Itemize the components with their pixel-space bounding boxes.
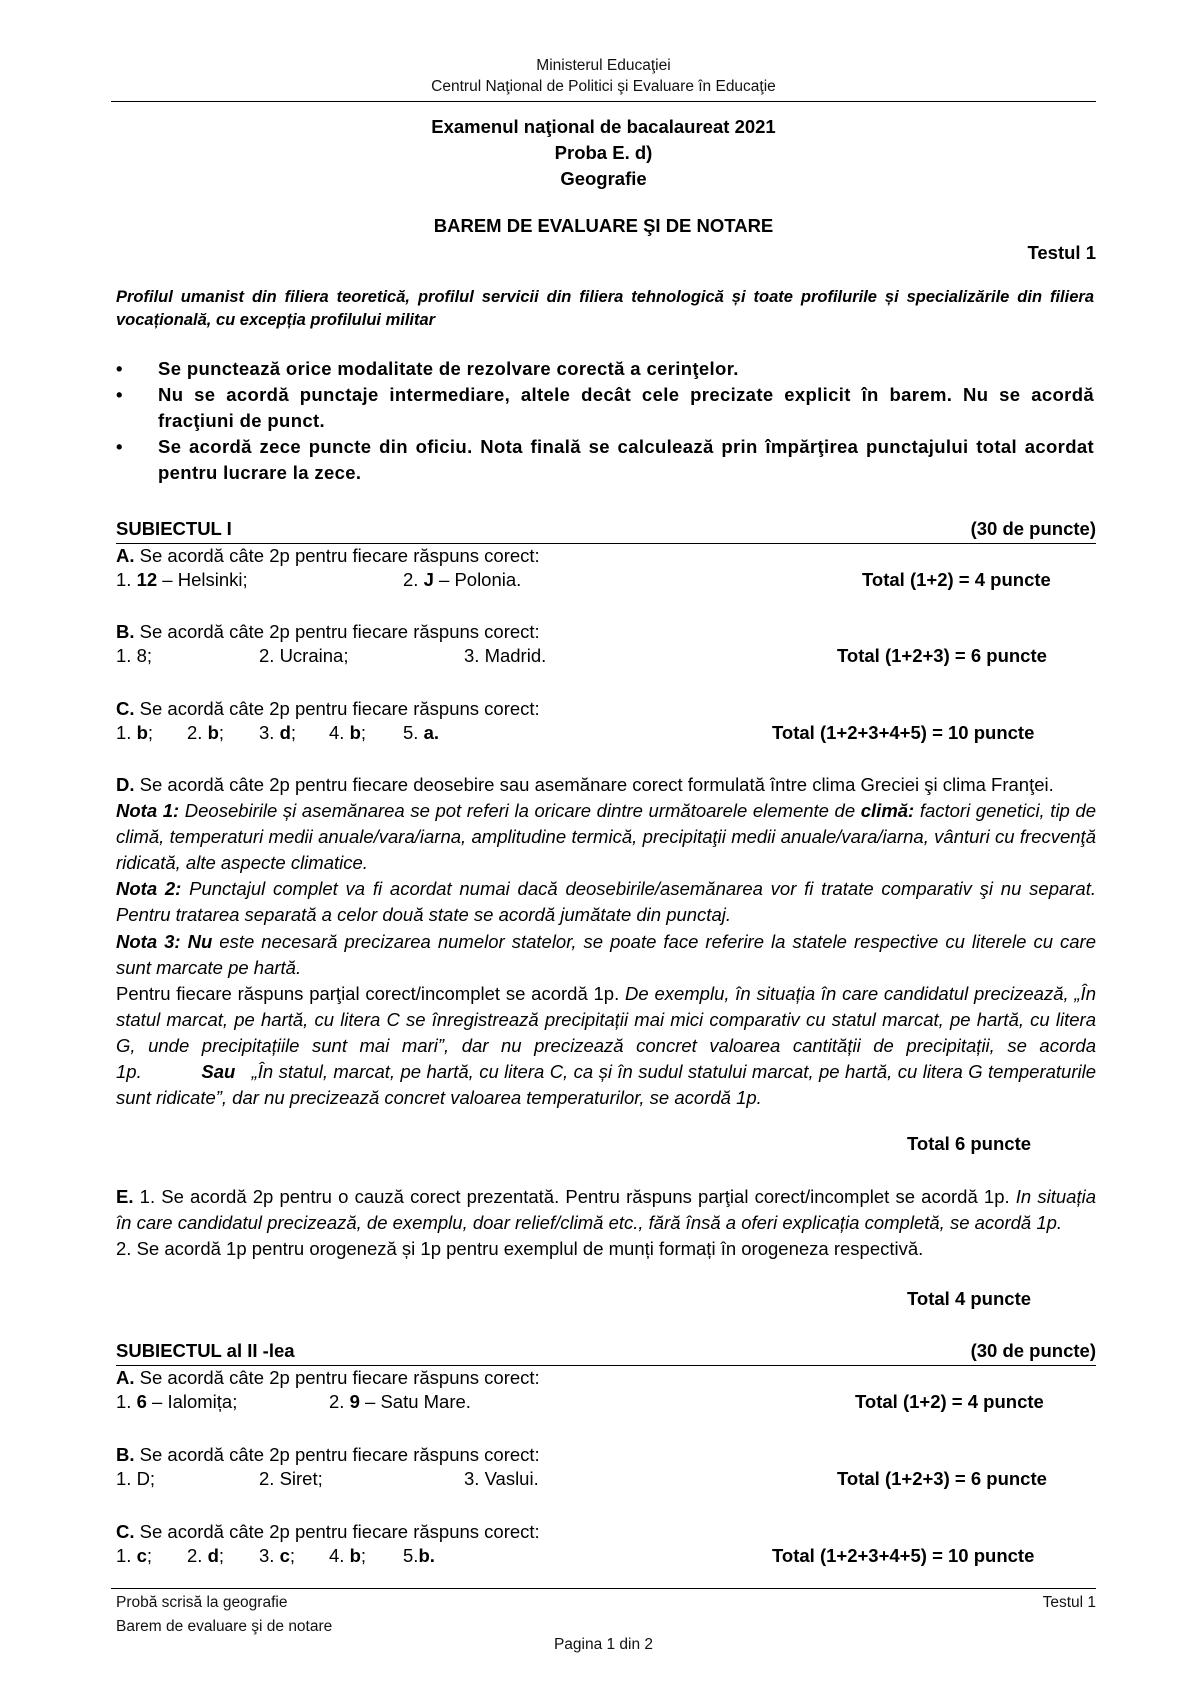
answer-4: 4. b; (329, 722, 367, 743)
s1-a-intro: A. Se acordă câte 2p pentru fiecare răspuns corect: (116, 545, 540, 566)
header-center: Centrul Naţional de Politici şi Evaluare în Educaţie (431, 78, 776, 95)
bullet-icon: • (116, 436, 123, 457)
footer-left-2: Barem de evaluare şi de notare (116, 1618, 333, 1635)
answer-3: 3. Vaslui. (464, 1468, 539, 1489)
s2-c-answers (116, 1545, 1096, 1571)
section-points: (30 de puncte) (970, 1340, 1096, 1361)
s1-e-2: 2. Se acordă 1p pentru orogeneză și 1p pentru exemplul de munți formați în orogeneza respectivă. (116, 1238, 924, 1260)
s1-b-intro: B. Se acordă câte 2p pentru fiecare răspuns corect: (116, 621, 540, 642)
total-points: Total (1+2+3+4+5) = 10 puncte (772, 1545, 1035, 1566)
footer-right: Testul 1 (1042, 1594, 1096, 1611)
s1-b-answers (116, 645, 1096, 671)
partial-scoring: Pentru fiecare răspuns parţial corect/incomplet se acordă 1p. De exemplu, în situația în care candidatul precizează, „În statul marcat, pe hartă, cu litera C se înregistrează precipitații mai mici comparativ cu statul marcat, pe hartă, cu litera G, unde precipitațiile sunt mai mari”, dar nu precizează concret valoarea cantității de precipitații, se acorda 1p. Sau „În statul, marcat, pe hartă, cu litera C, ca și în sudul statului marcat, pe hartă, cu litera G temperaturile sunt ridicate”, dar nu precizează concret valoarea temperaturilor, se acordă 1p. (116, 982, 1097, 1109)
answer-2: 2. d; (187, 1545, 225, 1566)
s2-a-intro: A. Se acordă câte 2p pentru fiecare răspuns corect: (116, 1367, 540, 1388)
exam-title: Examenul naţional de bacalaureat 2021 (431, 116, 776, 137)
barem-title: BAREM DE EVALUARE ŞI DE NOTARE (433, 215, 774, 236)
s2-b-answers (116, 1468, 1096, 1494)
total-points: Total 6 puncte (907, 1133, 1032, 1154)
probe-title: Proba E. d) (554, 142, 653, 163)
page-number: Pagina 1 din 2 (553, 1636, 654, 1653)
answer-1: 1. b; (116, 722, 154, 743)
s1-e-total-row (116, 1288, 1096, 1314)
total-points: Total (1+2) = 4 puncte (862, 569, 1051, 590)
section-points: (30 de puncte) (970, 518, 1096, 539)
answer-3: 3. Madrid. (464, 645, 547, 666)
s1-c-intro: C. Se acordă câte 2p pentru fiecare răspuns corect: (116, 698, 540, 719)
nota-1: Nota 1: Deosebirile și asemănarea se pot referi la oricare dintre următoarele elemente de climă: factori genetici, tip de climă, temperaturi medii anuale/vara/iarna, amplitudine termică, precipitaţii medii anuale/vara/iarna, vânturi cu frecvenţă ridicată, alte aspecte climatice. (116, 800, 1097, 874)
answer-3: 3. d; (259, 722, 297, 743)
s1-d-intro: D. Se acordă câte 2p pentru fiecare deosebire sau asemănare corect formulată între clima Greciei şi clima Franţei. (116, 774, 1054, 795)
s1-e-1: E. 1. Se acordă 2p pentru o cauză corect prezentată. Pentru răspuns parţial corect/incomplet se acordă 1p. In situația în care candidatul precizează, de exemplu, doar relief/climă etc., fără însă a oferi explicația completă, se acordă 1p. (116, 1186, 1097, 1234)
answer-2: 2. J – Polonia. (403, 569, 522, 590)
answer-1: 1. c; (116, 1545, 153, 1566)
rule-item: • Nu se acordă punctaje intermediare, altele decât cele precizate explicit în barem. Nu se acordă fracţiuni de punct. (116, 384, 1094, 431)
bullet-icon: • (116, 358, 123, 379)
profile-text: Profilul umanist din filiera teoretică, profilul servicii din filiera tehnologică și toate profilurile și specializările din filiera vocațională, cu excepția profilului militar (116, 288, 1094, 329)
answer-5: 5.b. (403, 1545, 435, 1566)
s1-a-answers (116, 569, 1096, 595)
nota-3: Nota 3: Nu este necesară precizarea numelor statelor, se poate face referire la statele respective cu literele cu care sunt marcate pe hartă. (116, 930, 1096, 978)
s1-d-block (116, 772, 1096, 1111)
header-ministry: Ministerul Educaţiei (536, 57, 671, 74)
section-heading-1 (116, 518, 1096, 544)
s1-c-answers (116, 722, 1096, 748)
answer-2: 2. Siret; (259, 1468, 323, 1489)
s2-a-answers (116, 1391, 1096, 1417)
answer-2: 2. 9 – Satu Mare. (329, 1391, 471, 1412)
answer-1: 1. 6 – Ialomița; (116, 1391, 238, 1412)
s1-d-total-row (116, 1133, 1096, 1159)
answer-1: 1. 12 – Helsinki; (116, 569, 248, 590)
total-points: Total (1+2+3) = 6 puncte (837, 1468, 1047, 1489)
answer-2: 2. Ucraina; (259, 645, 349, 666)
answer-4: 4. b; (329, 1545, 367, 1566)
answer-2: 2. b; (187, 722, 225, 743)
subject-title: Geografie (560, 168, 647, 189)
section-heading-2 (116, 1340, 1096, 1366)
footer-left-1: Probă scrisă la geografie (116, 1594, 288, 1611)
test-label: Testul 1 (1027, 242, 1096, 263)
header-divider (111, 101, 1096, 102)
total-points: Total (1+2) = 4 puncte (855, 1391, 1044, 1412)
total-points: Total (1+2+3) = 6 puncte (837, 645, 1047, 666)
s2-b-intro: B. Se acordă câte 2p pentru fiecare răspuns corect: (116, 1444, 540, 1465)
bullet-icon: • (116, 384, 123, 405)
section-title: SUBIECTUL I (116, 518, 232, 539)
rule-item: • Se punctează orice modalitate de rezolvare corectă a cerinţelor. (116, 356, 1094, 382)
answer-1: 1. 8; (116, 645, 152, 666)
s1-e-block (116, 1184, 1096, 1262)
title-block (111, 114, 1096, 192)
answer-1: 1. D; (116, 1468, 156, 1489)
total-points: Total (1+2+3+4+5) = 10 puncte (772, 722, 1035, 743)
s2-c-intro: C. Se acordă câte 2p pentru fiecare răspuns corect: (116, 1521, 540, 1542)
nota-2: Nota 2: Punctajul complet va fi acordat numai dacă deosebirile/asemănarea vor fi tratate comparativ şi nu separat. Pentru tratarea separată a celor două state se acordă jumătate din punctaj. (116, 878, 1097, 926)
answer-5: 5. a. (403, 722, 440, 743)
footer-divider (111, 1588, 1096, 1589)
section-title: SUBIECTUL al II -lea (116, 1340, 295, 1361)
total-points: Total 4 puncte (907, 1288, 1032, 1309)
general-rules (116, 356, 1094, 486)
rule-item: • Se acordă zece puncte din oficiu. Nota finală se calculează prin împărţirea punctajului total acordat pentru lucrare la zece. (116, 436, 1094, 483)
answer-3: 3. c; (259, 1545, 296, 1566)
